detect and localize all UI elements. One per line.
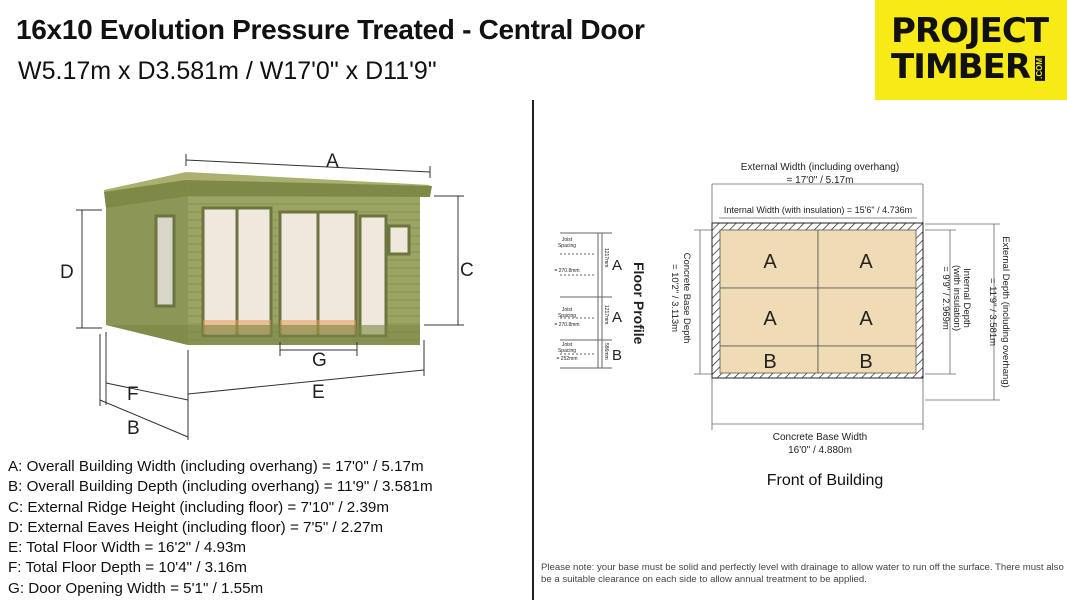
svg-text:= 270.8mm: = 270.8mm	[554, 268, 580, 274]
window-right-small	[389, 226, 409, 254]
front-of-building-label: Front of Building	[766, 472, 884, 489]
floor-profile	[554, 233, 647, 368]
label-e: E	[312, 382, 325, 403]
base-note: Please note: your base must be solid and perfectly level with drainage to allow water to run off the surface. There must also be a suitable clearance on each side to allow annual treatment to be applied.	[541, 562, 1064, 585]
legend-item: E: Total Floor Width = 16'2" / 4.93m	[8, 539, 247, 557]
page-subtitle: W5.17m x D3.581m / W17'0" x D11'9"	[18, 57, 437, 85]
dimension-legend	[8, 457, 433, 599]
side-wall	[106, 185, 188, 345]
label-b: B	[127, 418, 140, 439]
legend-item: D: External Eaves Height (including floor) = 7'5" / 2.27m	[8, 518, 384, 536]
svg-text:586mm: 586mm	[603, 343, 609, 360]
label-d: D	[60, 262, 74, 283]
panel-label: A	[763, 308, 777, 330]
logo-word-timber: TIMBER	[891, 47, 1030, 87]
base-width-value: 16'0" / 4.880m	[788, 445, 852, 456]
label-f: F	[127, 384, 139, 405]
external-width-text: External Width (including overhang)	[740, 162, 900, 173]
legend-item: B: Overall Building Depth (including overhang) = 11'9" / 3.581m	[8, 478, 433, 496]
svg-text:Joist: Joist	[561, 307, 573, 313]
floor-profile-title: Floor Profile	[631, 262, 647, 345]
svg-text:1217mm: 1217mm	[603, 305, 609, 325]
panel-label: A	[859, 308, 873, 330]
page-title: 16x10 Evolution Pressure Treated - Central Door	[16, 14, 645, 45]
base-width-text: Concrete Base Width	[772, 432, 868, 443]
svg-text:= 270.8mm: = 270.8mm	[554, 322, 580, 328]
side-window	[156, 216, 174, 306]
legend-item: C: External Ridge Height (including floor) = 7'10" / 2.39m	[8, 498, 390, 516]
label-g: G	[312, 350, 327, 371]
svg-text:Joist: Joist	[561, 237, 573, 243]
internal-width-text: Internal Width (with insulation) = 15'6" / 4.736m	[723, 205, 913, 215]
logo-word-project: PROJECT	[891, 11, 1049, 51]
internal-depth-sub: (with insulation)	[951, 265, 962, 331]
label-a: A	[326, 151, 339, 172]
external-depth-value: = 11'9" / 3.581m	[987, 277, 998, 347]
panel-label: B	[859, 351, 873, 373]
panel-label: B	[763, 351, 777, 373]
svg-text:Joist: Joist	[561, 342, 573, 348]
internal-depth-value: = 9'9" / 2.969m	[940, 266, 951, 330]
legend-item: G: Door Opening Width = 5'1" / 1.55m	[8, 579, 264, 597]
external-width-value: = 17'0" / 5.17m	[786, 175, 854, 186]
panel-label: A	[859, 251, 873, 273]
external-depth-text: External Depth (including overhang)	[1000, 236, 1011, 388]
legend-item: A: Overall Building Width (including overhang) = 17'0" / 5.17m	[8, 458, 424, 475]
svg-text:Spacing: Spacing	[557, 243, 577, 249]
logo-suffix: .COM	[1035, 58, 1044, 79]
profile-label-a2: A	[612, 309, 623, 326]
svg-text:1217mm: 1217mm	[603, 248, 609, 268]
building-illustration	[104, 172, 432, 345]
label-c: C	[460, 260, 474, 281]
svg-text:= 252mm: = 252mm	[556, 356, 578, 362]
internal-depth-text: Internal Depth	[961, 268, 972, 328]
svg-text:Spacing: Spacing	[557, 348, 577, 354]
panel-label: A	[763, 251, 777, 273]
svg-text:Spacing: Spacing	[557, 313, 577, 319]
base-depth-value: = 10'2" / 3.113m	[669, 263, 680, 333]
profile-label-a1: A	[612, 257, 623, 274]
base-depth-text: Concrete Base Depth	[681, 252, 692, 344]
window-right-tall	[360, 216, 386, 336]
profile-label-b: B	[612, 347, 623, 364]
legend-item: F: Total Floor Depth = 10'4" / 3.16m	[8, 559, 247, 577]
plan-view	[669, 162, 1011, 456]
